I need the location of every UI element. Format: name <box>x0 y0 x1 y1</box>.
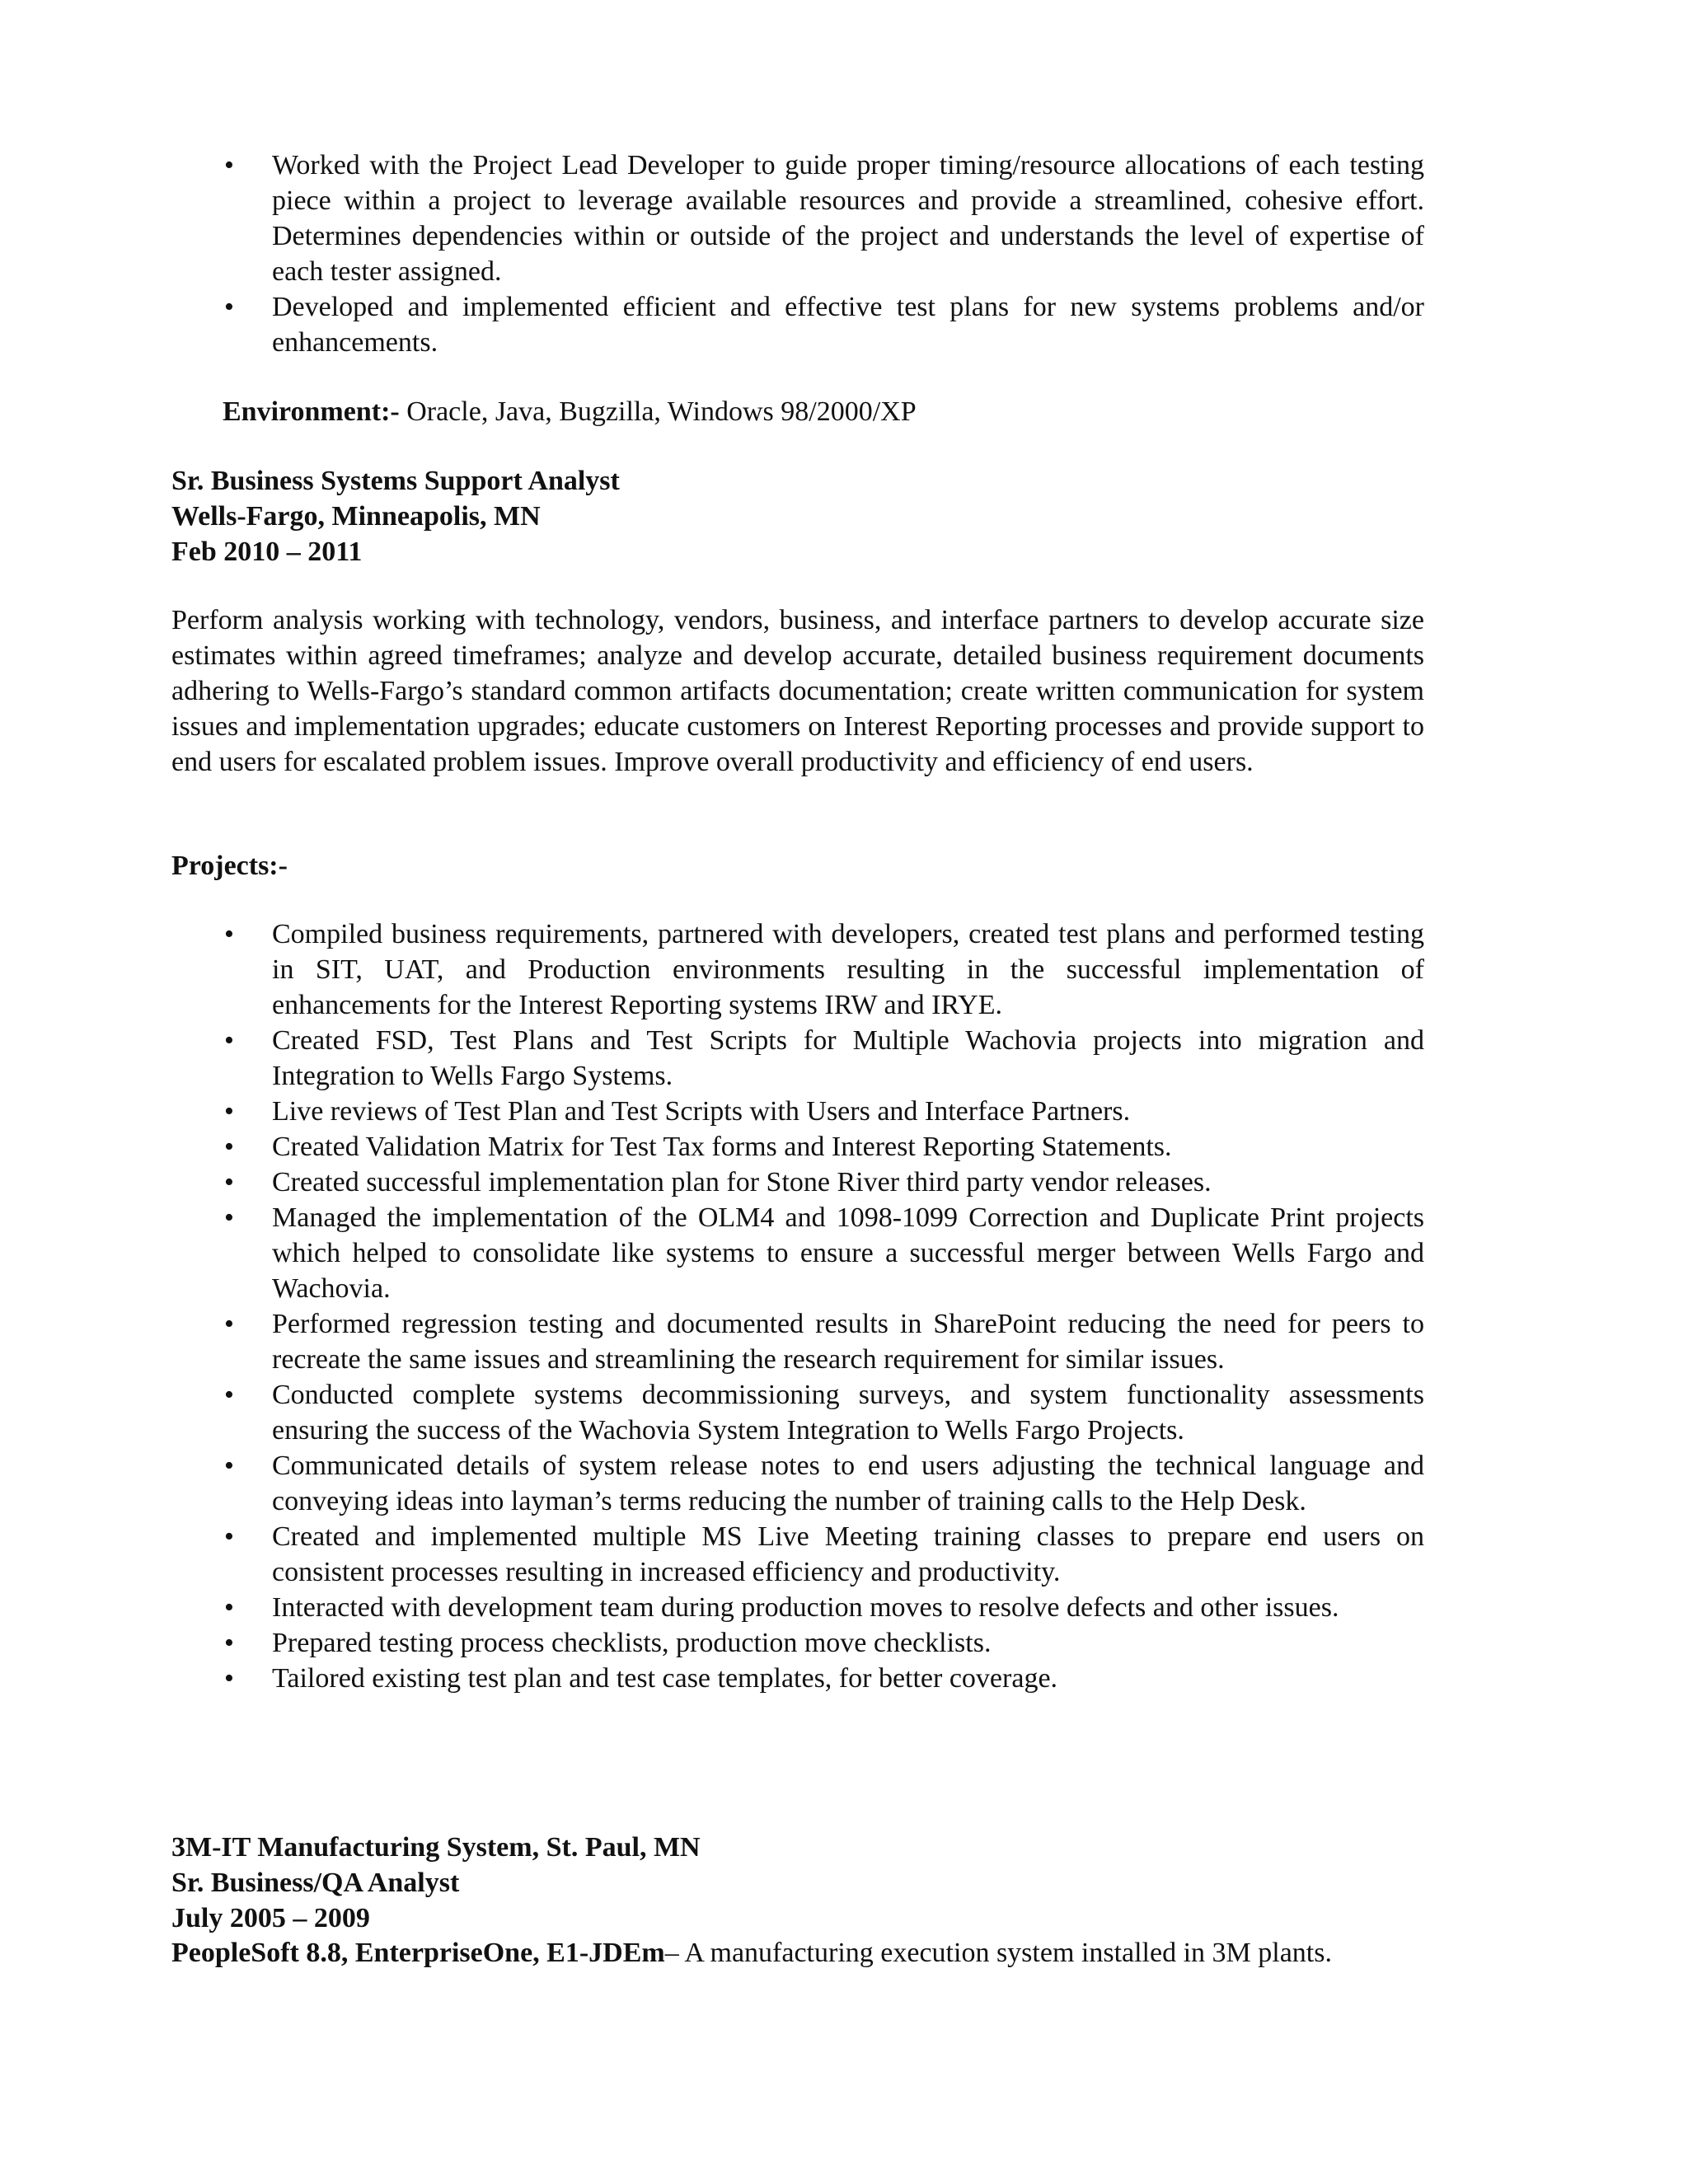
bullet-icon: • <box>224 1202 234 1233</box>
job-dates: Feb 2010 – 2011 <box>171 537 363 567</box>
list-item <box>0 1590 1343 1625</box>
list-item <box>0 1661 1424 1696</box>
bullet-icon: • <box>224 1132 234 1162</box>
list-item <box>0 148 1424 289</box>
bullet-icon: • <box>224 1167 234 1197</box>
bullet-text: Created Validation Matrix for Test Tax forms and Interest Reporting Statements. <box>272 1132 1172 1162</box>
bullet-text: Conducted complete systems decommissioning surveys, and system functionality assessments ensuring the success of the Wachovia System Integration to Wells Fargo Projects. <box>272 1380 1424 1446</box>
bullet-text: Created successful implementation plan for Stone River third party vendor releases. <box>272 1167 1212 1197</box>
bullet-text: Managed the implementation of the OLM4 and 1098-1099 Correction and Duplicate Print projects which helped to consolidate like systems to ensure a successful merger between Wells Fargo and Wachovia. <box>272 1202 1424 1304</box>
bullet-icon: • <box>224 919 234 949</box>
tech-line <box>171 1935 1332 1971</box>
company-name: 3M-IT Manufacturing System, St. Paul, MN <box>171 1832 701 1863</box>
list-item <box>0 1306 1424 1377</box>
list-item <box>0 1023 1424 1094</box>
bullet-icon: • <box>224 1521 234 1552</box>
job-title: Sr. Business Systems Support Analyst <box>171 466 620 496</box>
company-name: Wells-Fargo, Minneapolis, MN <box>171 501 541 532</box>
job-dates: July 2005 – 2009 <box>171 1903 370 1933</box>
bullet-text: Worked with the Project Lead Developer to guide proper timing/resource allocations of each testing piece within a project to leverage available resources and provide a streamlined, cohesive effort. Determines dependencies within or outside of the project and understands the level of expertise of each tester assigned. <box>272 150 1424 287</box>
projects-list <box>0 916 1688 1696</box>
bullet-text: Created FSD, Test Plans and Test Scripts for Multiple Wachovia projects into migration and Integration to Wells Fargo Systems. <box>272 1025 1424 1091</box>
list-item <box>0 1200 1424 1306</box>
list-item <box>0 1625 1424 1661</box>
list-item <box>0 1377 1424 1448</box>
bullet-text: Performed regression testing and documented results in SharePoint reducing the need for peers to recreate the same issues and streamlining the research requirement for similar issues. <box>272 1309 1424 1375</box>
environment-value: Oracle, Java, Bugzilla, Windows 98/2000/XP <box>399 396 917 427</box>
environment-line <box>223 394 917 429</box>
job-title: Sr. Business/QA Analyst <box>171 1868 460 1898</box>
bullet-icon: • <box>224 1380 234 1410</box>
bullet-icon: • <box>224 1592 234 1623</box>
bullet-text: Developed and implemented efficient and effective test plans for new systems problems and/or enhancements. <box>272 292 1424 358</box>
list-item <box>0 1094 1424 1129</box>
bullet-icon: • <box>224 292 234 322</box>
environment-label: Environment:- <box>223 396 400 427</box>
tech-description: – A manufacturing execution system installed in 3M plants. <box>664 1938 1332 1968</box>
list-item <box>0 289 1424 360</box>
bullet-text: Created and implemented multiple MS Live Meeting training classes to prepare end users on consistent processes resulting in increased efficiency and productivity. <box>272 1521 1424 1587</box>
bullet-text: Compiled business requirements, partnered with developers, created test plans and performed testing in SIT, UAT, and Production environments resulting in the successful implementation of enhancements for the Interest Reporting systems IRW and IRYE. <box>272 919 1424 1020</box>
bullet-text: Prepared testing process checklists, production move checklists. <box>272 1628 992 1658</box>
bullet-icon: • <box>224 1096 234 1127</box>
bullet-icon: • <box>224 1451 234 1481</box>
bullet-text: Interacted with development team during production moves to resolve defects and other issues. <box>272 1592 1339 1623</box>
bullet-text: Live reviews of Test Plan and Test Scripts with Users and Interface Partners. <box>272 1096 1131 1127</box>
bullet-icon: • <box>224 1309 234 1339</box>
job-summary: Perform analysis working with technology, vendors, business, and interface partners to develop accurate size estimates within agreed timeframes; analyze and develop accurate, detailed business requirement documents adhering to Wells-Fargo’s standard common artifacts documentation; create written communication for system issues and implementation upgrades; educate customers on Interest Reporting processes and provide support to end users for escalated problem issues. Improve overall productivity and efficiency of end users. <box>171 605 1424 777</box>
bullet-icon: • <box>224 150 234 180</box>
list-item <box>0 1519 1424 1590</box>
bullet-icon: • <box>224 1628 234 1658</box>
list-item <box>0 1165 1424 1200</box>
bullet-text: Tailored existing test plan and test case templates, for better coverage. <box>272 1663 1058 1694</box>
top-bullet-list <box>0 148 1688 360</box>
bullet-icon: • <box>224 1025 234 1056</box>
bullet-text: Communicated details of system release notes to end users adjusting the technical language and conveying ideas into layman’s terms reducing the number of training calls to the Help Desk. <box>272 1451 1424 1516</box>
list-item <box>0 1129 1424 1165</box>
projects-heading: Projects:- <box>171 851 288 881</box>
list-item <box>0 916 1424 1023</box>
bullet-icon: • <box>224 1663 234 1694</box>
tech-label: PeopleSoft 8.8, EnterpriseOne, E1-JDEm <box>171 1938 665 1968</box>
list-item <box>0 1448 1424 1519</box>
